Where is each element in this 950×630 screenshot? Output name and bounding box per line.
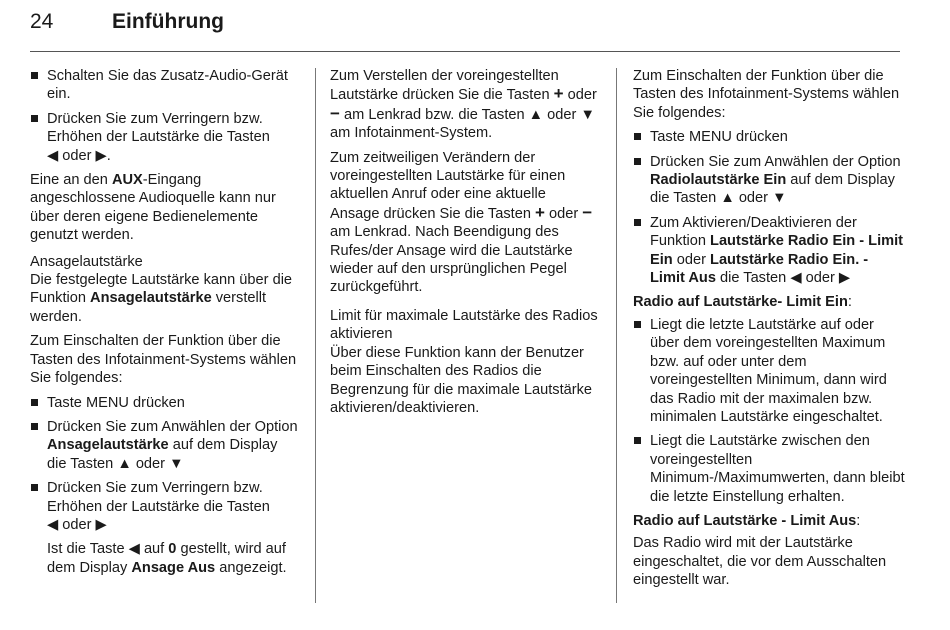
menu-term: Ansagelautstärke [47, 437, 169, 454]
page-header [30, 8, 900, 52]
list-item: Drücken Sie zum Anwählen der Option Ansagelautstärke auf dem Display die Tasten ▲ oder ▼ [30, 418, 300, 473]
bullet-square-icon [634, 133, 641, 140]
bullet-list [30, 394, 300, 535]
paragraph: Die festgelegte Lautstärke kann über die Funktion Ansagelautstärke verstellt werden. [30, 272, 293, 325]
paragraph: Eine an den AUX-Eingang angeschlossene Audioquelle kann nur über deren eigene Bedienelemente genutzt werden. [30, 172, 276, 244]
header-rule [30, 51, 900, 52]
minus-icon: − [330, 103, 340, 123]
menu-term: MENU [85, 394, 129, 411]
bullet-square-icon [634, 158, 641, 165]
list-item: Taste MENU drücken [30, 394, 300, 412]
bullet-list [633, 128, 905, 287]
section-heading: Radio auf Lautstärke - Limit Aus: [633, 512, 861, 529]
paragraph: Zum Einschalten der Funktion über die Tasten des Infotainment-Systems wählen Sie folgendes: [633, 68, 900, 121]
plus-icon: + [535, 202, 545, 222]
menu-term: MENU [688, 129, 732, 146]
column-1 [30, 67, 300, 583]
bullet-square-icon [31, 399, 38, 406]
column-3 [633, 67, 905, 596]
bullet-square-icon [634, 321, 641, 328]
menu-term: Radiolautstärke Ein [650, 172, 787, 189]
list-item-text: Schalten Sie das Zusatz-Audio-Gerät ein. [47, 68, 288, 103]
page-number: 24 [30, 10, 54, 33]
menu-term: Lautstärke Radio Ein. - Limit Aus [650, 251, 869, 287]
menu-term: Ansagelautstärke [90, 290, 212, 307]
section-heading: Limit für maximale Lautstärke des Radios aktivieren [330, 307, 598, 343]
paragraph: Ist die Taste ◀ auf 0 gestellt, wird auf dem Display Ansage Aus angezeigt. [47, 541, 287, 576]
list-item: Drücken Sie zum Anwählen der Option Radiolautstärke Ein auf dem Display die Tasten ▲ oder ▼ [633, 153, 905, 208]
list-item: Taste MENU drücken [633, 128, 905, 146]
list-item [30, 110, 300, 165]
list-item: Zum Aktivieren/Deaktivieren der Funktion Lautstärke Radio Ein - Limit Ein oder Lautstärke Radio Ein. - Limit Aus die Tasten ◀ oder ▶ [633, 214, 905, 288]
bullet-square-icon [31, 115, 38, 122]
column-2 [330, 67, 598, 423]
paragraph: Zum zeitweiligen Verändern der voreingestellten Lautstärke für einen aktuellen Anruf oder eine aktuelle Ansage drücken Sie die Tasten + oder − am Lenkrad. Nach Beendigung des Rufes/der Ansage wird die Lautstärke wieder auf den ursprünglichen Pegel zurückgeführt. [330, 149, 593, 296]
paragraph: Über diese Funktion kann der Benutzer beim Einschalten des Radios die Begrenzung für die maximale Lautstärke aktivieren/deaktivieren. [330, 344, 593, 416]
bullet-square-icon [31, 72, 38, 79]
bullet-square-icon [31, 484, 38, 491]
aux-term: AUX [111, 172, 143, 189]
list-item: Drücken Sie zum Verringern bzw. Erhöhen der Lautstärke die Tasten ◀ oder ▶ [30, 479, 300, 534]
section-heading: Radio auf Lautstärke- Limit Ein: [633, 294, 852, 311]
list-item [30, 67, 300, 104]
list-item-text: Drücken Sie zum Verringern bzw. Erhöhen der Lautstärke die Tasten [47, 110, 270, 146]
list-item-text: ◀ oder ▶. [47, 147, 111, 164]
bullet-square-icon [634, 219, 641, 226]
bullet-square-icon [634, 437, 641, 444]
paragraph: Zum Einschalten der Funktion über die Tasten des Infotainment-Systems wählen Sie folgendes: [30, 333, 297, 387]
paragraph: Zum Verstellen der voreingestellten Lautstärke drücken Sie die Tasten + oder − am Lenkrad bzw. die Tasten ▲ oder ▼ am Infotainment-System. [330, 68, 597, 142]
list-item: Liegt die letzte Lautstärke auf oder über dem voreingestellten Maximum bzw. auf oder unter dem voreingestellten Minimum, dann wird das Radio mit der maximalen bzw. minimalen Lautstärke eingeschaltet. [633, 316, 905, 426]
column-divider-2 [616, 68, 617, 603]
menu-term: 0 [168, 541, 177, 558]
bullet-list [30, 67, 300, 165]
bullet-list [633, 316, 905, 506]
menu-term: Ansage Aus [131, 559, 216, 576]
column-divider-1 [315, 68, 316, 603]
plus-icon: + [553, 84, 564, 104]
chapter-title: Einführung [112, 10, 224, 33]
bullet-square-icon [31, 423, 38, 430]
minus-icon: − [582, 202, 593, 222]
section-heading: Ansagelautstärke [30, 253, 143, 270]
list-item: Liegt die Lautstärke zwischen den voreingestellten Minimum-/Maximumwerten, dann bleibt die letzte Einstellung erhalten. [633, 432, 905, 506]
menu-term: Lautstärke Radio Ein - Limit Ein [650, 233, 904, 268]
paragraph: Das Radio wird mit der Lautstärke eingeschaltet, die vor dem Ausschalten eingestellt war. [633, 535, 887, 589]
